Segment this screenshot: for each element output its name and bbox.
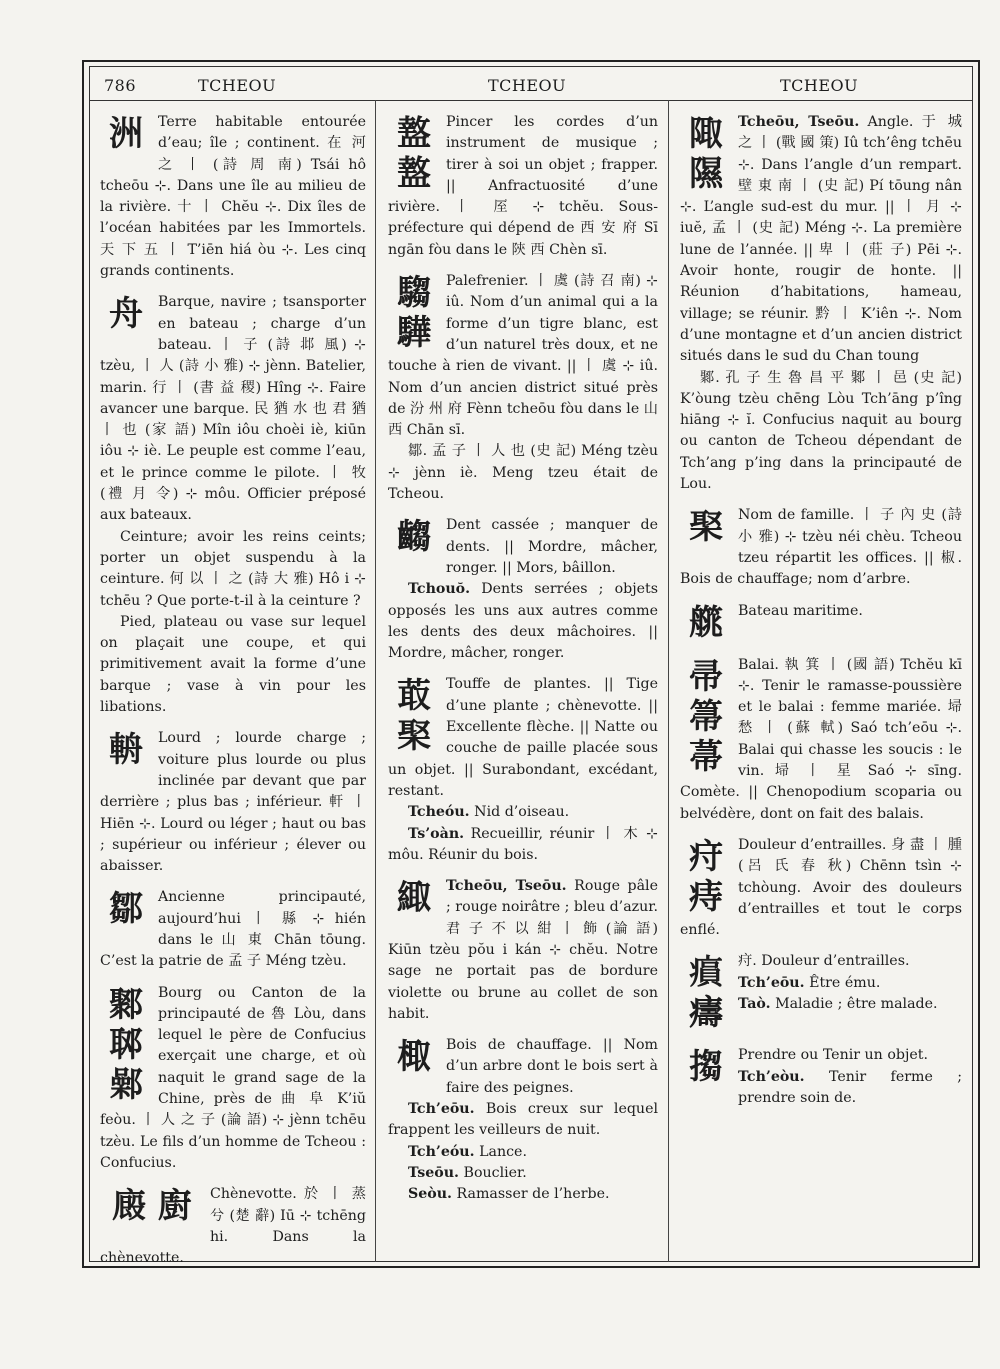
header-rule — [90, 100, 972, 101]
column-1 — [100, 112, 366, 1279]
definition: Tchouŏ. Dents serrées ; objets opposés les uns aux autres comme les dents des deux mâchoires. || Mordre, mâcher, ronger. — [388, 581, 658, 662]
definition: Ceinture; avoir les reins ceints; porter un objet suspendu à la ceinture. 何 以 丨 之 (詩 大 雅) Hô i ⊹ tchēu ? Que porte-t-il à la ceinture ? — [100, 528, 366, 609]
header-right: TCHEOU — [780, 76, 859, 95]
headword: 盩 盩 — [397, 114, 431, 194]
entry — [100, 112, 366, 282]
definition: Prendre ou Tenir un objet. — [738, 1047, 928, 1064]
headword: 搊 — [689, 1047, 723, 1088]
column-rule-1 — [375, 100, 376, 1262]
entry — [100, 1184, 366, 1269]
definition: Balai. 執 箕 丨 (國 語) Tchĕu kī ⊹. Tenir le ramasse-poussière et le balai : femme mariée. 埽 愁 丨 (蘇 軾) Saó tch’eōu ⊹. Balai qui chasse les soucis : le vin. 埽 丨 星 Saó ⊹ sīng. Comète. || Chenopodium scoparia ou belvédère, dont on fait des balais. — [680, 656, 962, 822]
headword: 棷 — [397, 1037, 431, 1078]
definition: Nom de famille. 丨 子 內 史 (詩 小 雅) ⊹ tzèu néi chèu. Tcheou tzeu répartit les offices. || 椒. Bois de chauffage; nom d’arbre. — [680, 507, 962, 588]
entry — [680, 655, 962, 825]
entry — [100, 292, 366, 718]
entry — [100, 983, 366, 1175]
definition: 鄹. 孔 子 生 魯 昌 平 鄹 丨 邑 (史 記) K’òung tzèu chēng Lòu Tch’āng p’îng hiāng ⊹ ĭ. Confucius naquit au bourg ou canton de Tcheou dépendant de Tch’ang p’ing dans la principauté de Lou. — [680, 369, 962, 493]
definition: Tcheōu, Tseōu. Angle. 于 城 之 丨 (戰 國 策) Iû tch’êng tchēu ⊹. Dans l’angle d’un rempart. 壁 東 南 丨 (史 記) Pí tōung nân ⊹. L’angle sud-est du mur. || 丨 月 ⊹ iuĕ, 孟 丨 (史 記) Méng ⊹. La première lune de l’année. || 卑 丨 (莊 子) Pēi ⊹. Avoir honte, rougir de honte. || Réunion d’habitations, hameau, village; se réunir. 黔 丨 K’iên ⊹. Nom d’une montagne et d’un ancien district situés dans le sud du Chan toung — [680, 114, 962, 365]
headword: 緅 — [397, 878, 431, 919]
entry — [388, 515, 658, 664]
headword: 舟 — [109, 294, 143, 335]
definition: Barque, navire ; tsansporter en bateau ; charge d’un bateau. 丨 子 (詩 邶 風) ⊹ tzèu, 丨 人 (詩 小 雅) ⊹ jènn. Batelier, marin. 行 丨 (書 益 稷) Hîng ⊹. Faire avancer une barque. 民 猶 水 也 君 猶 丨 也 (家 語) Mîn iôu choèi iè, kiūn iôu ⊹ iè. Le peuple est comme l’eau, et le prince comme le pilote. 丨 牧 (禮 月 令) ⊹ môu. Officier préposé aux bateaux. — [100, 294, 366, 524]
headword: 廄 廚 — [112, 1186, 192, 1227]
headword: 鄒 — [109, 889, 143, 930]
headword: 齺 — [397, 517, 431, 558]
definition: Tcheōu, Tseōu. Rouge pâle ; rouge noirâtre ; bleu d’azur. 君 子 不 以 紺 丨 飾 (論 語) Kiūn tzèu pŏu i kán ⊹ chĕu. Notre sage ne portait pas de bordure violette ou brune au collet de son habit. — [388, 878, 658, 1022]
header-center: TCHEOU — [488, 76, 567, 95]
definition: Tch’eòu. Tenir ferme ; prendre soin de. — [738, 1068, 962, 1106]
definition: Chènevotte. 於 丨 蒸 兮 (楚 辭) Iū ⊹ tchēng hi. Dans la chènevotte. — [100, 1186, 366, 1267]
definition: Taò. Maladie ; être malade. — [738, 995, 938, 1012]
definition: 鄒. 孟 子 丨 人 也 (史 記) Méng tzèu ⊹ jènn iè. Meng tzeu était de Tcheou. — [388, 443, 658, 503]
headword: 疛 痔 — [689, 836, 723, 917]
entry — [680, 505, 962, 590]
entry — [388, 271, 658, 505]
definition: Touffe de plantes. || Tige d’une plante ; chènevotte. || Excellente flèche. || Natte ou couche de paille placée sous un objet. || Surabondant, excédant, restant. — [388, 676, 658, 799]
headword: 𤸫 㿒 — [689, 953, 723, 1034]
headword: 棸 — [689, 507, 723, 548]
headword: 艞 — [689, 602, 723, 643]
definition: Seòu. Ramasser de l’herbe. — [408, 1186, 610, 1203]
headword: 帚 箒 菷 — [689, 656, 723, 777]
header-left: TCHEOU — [198, 76, 277, 95]
definition: Tch’eōu. Être ému. — [738, 974, 881, 991]
entry — [680, 601, 962, 645]
definition: Tch’eōu. Bois creux sur lequel frappent les veilleurs de nuit. — [388, 1101, 658, 1139]
definition: Douleur d’entrailles. 身 盡 丨 腫 (呂 氏 春 秋) Chēnn tsìn ⊹ tchòung. Avoir des douleurs d’entrailles et tout le corps enflé. — [680, 836, 962, 939]
entry — [100, 887, 366, 972]
column-3 — [680, 112, 962, 1119]
definition: 疛. Douleur d’entrailles. — [738, 953, 910, 970]
headword: 洲 — [109, 114, 143, 154]
entry — [388, 112, 658, 261]
headword: 騶 驊 — [397, 273, 431, 354]
definition: Pincer les cordes d’un instrument de musique ; tirer à soi un objet ; frapper. || Anfractuosité d’une rivière. 丨 厔 ⊹ tchĕu. Sous-préfecture qui dépend de 西 安 府 Sī ngān fòu dans le 陝 西 Chèn sī. — [388, 114, 658, 258]
definition: Palefrenier. 丨 虞 (詩 召 南) ⊹ iû. Nom d’un animal qui a la forme d’un tigre blanc, est d’un naturel très doux, et ne touche à rien de vivant. || 丨 虞 ⊹ iû. Nom d’un ancien district situé près de 汾 州 府 Fènn tcheōu fòu dans le 山 西 Chān sī. — [388, 273, 658, 439]
definition: Dent cassée ; manquer de dents. || Mordre, mâcher, ronger. || Mors, bâillon. — [446, 517, 658, 576]
definition: Pied, plateau ou vase sur lequel on plaçait une coupe, et qui primitivement avait la forme d’une barque ; vase à vin pour les libations. — [100, 613, 366, 716]
entry — [388, 876, 658, 1025]
entry — [388, 1035, 658, 1205]
running-header — [90, 70, 972, 100]
entry — [680, 1045, 962, 1109]
entry — [680, 951, 962, 1035]
headword: 輈 — [109, 730, 143, 771]
page-number: 786 — [104, 76, 137, 95]
definition: Tch’eóu. Lance. — [408, 1143, 527, 1160]
definition: Terre habitable entourée d’eau; île ; continent. 在 河 之 丨 (詩 周 南) Tsái hô tcheōu ⊹. Dans une île au milieu de la rivière. 十 丨 Chĕu ⊹. Dix îles de l’océan habitées par les Immortels. 天 下 五 丨 T’iēn hiá òu ⊹. Les cinq grands continents. — [100, 114, 366, 280]
definition: Ancienne principauté, aujourd’hui 丨 縣 ⊹ hién dans le 山 東 Chān tōung. C’est la patrie de 孟 子 Méng tzèu. — [100, 889, 366, 970]
column-2 — [388, 112, 658, 1216]
definition: Bourg ou Canton de la principauté de 魯 Lòu, dans lequel le père de Confucius exerçait une charge, et où naquit le grand sage de la Chine, près de 曲 阜 K’iŭ feòu. 丨 人 之 子 (論 語) ⊹ jènn tchēu tzèu. Le fils d’un homme de Tcheou : Confucius. — [100, 984, 366, 1171]
entry — [100, 728, 366, 877]
entry — [680, 112, 962, 495]
definition: Tcheóu. Nid d’oiseau. — [408, 804, 570, 821]
definition: Bois de chauffage. || Nom d’un arbre dont le bois sert à faire des peignes. — [446, 1037, 658, 1096]
headword: 菆 棸 — [397, 676, 431, 757]
definition: Bateau maritime. — [738, 602, 863, 619]
headword: 陬 隰 — [689, 114, 723, 194]
definition: Ts’oàn. Recueillir, réunir 丨 木 ⊹ môu. Réunir du bois. — [388, 825, 658, 863]
entry — [388, 674, 658, 866]
definition: Tseōu. Bouclier. — [408, 1164, 527, 1181]
entry — [680, 835, 962, 941]
headword: 鄹 郰 鄵 — [109, 984, 143, 1105]
definition: Lourd ; lourde charge ; voiture plus lourde ou plus inclinée par devant que par derrière ; plus bas ; inférieur. 軒 丨 Hiēn ⊹. Lourd ou léger ; haut ou bas ; supérieur ou inférieur ; élever ou abaisser. — [100, 730, 366, 875]
column-rule-2 — [668, 100, 669, 1262]
